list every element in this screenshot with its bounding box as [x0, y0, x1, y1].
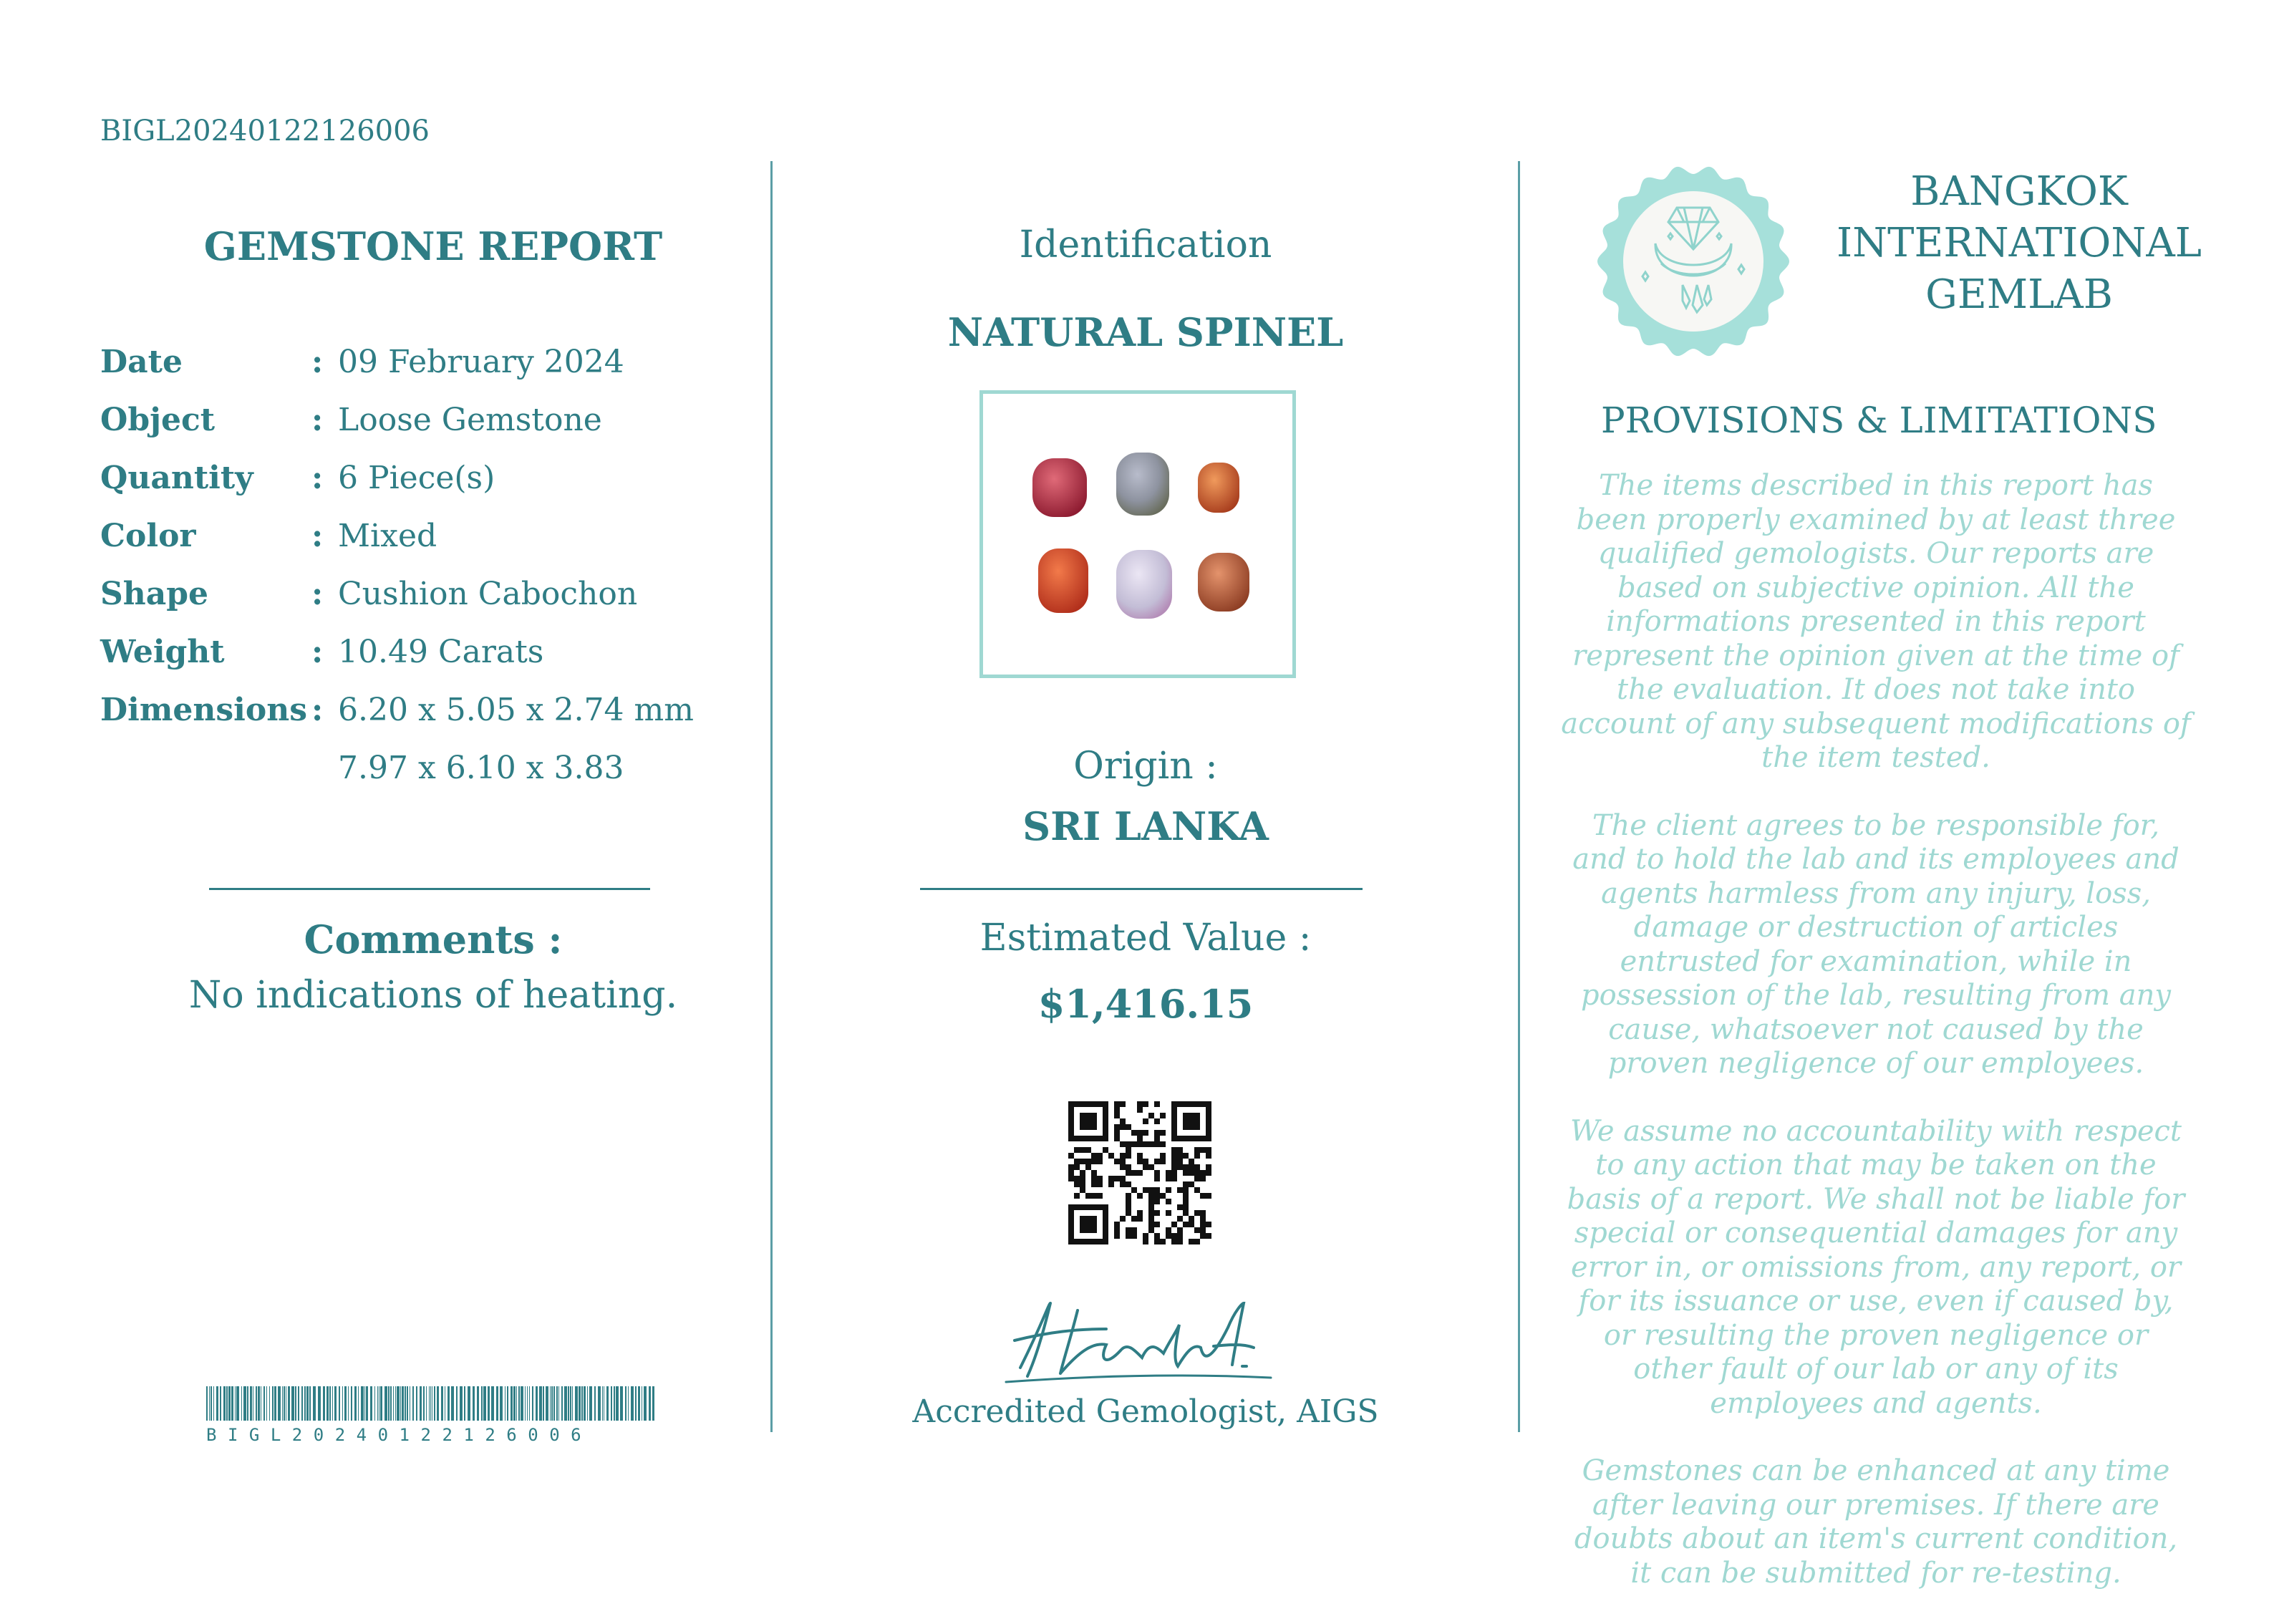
field-colon: : [311, 692, 324, 728]
comments-text: No indications of heating. [188, 974, 678, 1017]
seal-icon [1597, 165, 1790, 358]
column-divider-right [1518, 161, 1520, 1432]
field-value: 6.20 x 5.05 x 2.74 mm [338, 692, 694, 728]
lab-name [1833, 166, 2205, 321]
barcode [206, 1386, 656, 1445]
field-value: Cushion Cabochon [338, 576, 638, 612]
stone-brown [1198, 553, 1249, 612]
field-label: Dimensions [100, 692, 308, 728]
field-label: Color [100, 518, 196, 554]
gemstone-illustration [983, 394, 1292, 675]
signatory-title: Accredited Gemologist, AIGS [912, 1393, 1379, 1430]
field-colon: : [311, 402, 324, 438]
field-colon: : [311, 576, 324, 612]
origin-label: Origin : [1073, 745, 1218, 788]
provisions-title: PROVISIONS & LIMITATIONS [1601, 400, 2157, 441]
lab-name-line: BANGKOK [1910, 168, 2128, 215]
stone-red [1032, 458, 1087, 517]
field-value: Mixed [338, 518, 437, 554]
field-value: Loose Gemstone [338, 402, 602, 438]
field-label: Shape [100, 576, 209, 612]
field-value: 10.49 Carats [338, 634, 544, 670]
barcode-bars [206, 1386, 656, 1421]
provisions-paragraph: The client agrees to be responsible for, and to hold the lab and its employees and agents harmless from any injury, loss, damage or destruction of articles entrusted for examination, while in possession of the lab, resulting from any cause, whatsoever not caused by the proven negligence of our employees. [1572, 808, 2179, 1080]
lab-seal-logo [1597, 165, 1790, 358]
field-colon: : [311, 518, 324, 554]
identification-label: Identification [1019, 223, 1272, 266]
origin-value: SRI LANKA [1022, 803, 1269, 849]
comments-heading: Comments : [304, 917, 563, 962]
field-label: Object [100, 402, 216, 438]
field-colon: : [311, 634, 324, 670]
stone-orange-dark [1038, 548, 1088, 613]
field-colon: : [311, 460, 324, 496]
identification-value: NATURAL SPINEL [947, 309, 1344, 355]
field-label: Date [100, 344, 183, 380]
column-divider-left [770, 161, 773, 1432]
estimated-value-amount: $1,416.15 [1037, 981, 1254, 1027]
field-value: 6 Piece(s) [338, 460, 495, 496]
lab-name-line: INTERNATIONAL [1837, 220, 2202, 266]
report-id: BIGL20240122126006 [100, 115, 430, 148]
qr-code [1068, 1101, 1211, 1244]
barcode-text: BIGL20240122126006 [206, 1425, 593, 1445]
report-title: GEMSTONE REPORT [203, 223, 663, 269]
divider [920, 888, 1363, 890]
field-value-extra: 7.97 x 6.10 x 3.83 [338, 750, 624, 786]
field-label: Weight [100, 634, 225, 670]
lab-name-line: GEMLAB [1925, 271, 2113, 318]
field-colon: : [311, 344, 324, 380]
stone-orange [1198, 463, 1239, 513]
field-value: 09 February 2024 [338, 344, 624, 380]
provisions-paragraph: We assume no accountability with respect to any action that may be taken on the basis of a report. We shall not be liable for special or consequential damages for any error in, or omissions from, any report, or for its issuance or use, even if caused by, or resulting the proven negligence or other fault of our lab or any of its employees and agents. [1567, 1114, 2185, 1420]
field-label: Quantity [100, 460, 253, 496]
provisions-paragraph: The items described in this report has been properly examined by at least three qualified gemologists. Our reports are based on subjective opinion. All the informations presented in this report represent the opinion given at the time of the evaluation. It does not take into account of any subsequent modifications of the item tested. [1561, 469, 2191, 774]
estimated-value-label: Estimated Value : [979, 917, 1312, 960]
stone-lavender [1116, 550, 1172, 619]
signature [999, 1282, 1285, 1389]
provisions-text [1561, 469, 2191, 1624]
signature-scribble [999, 1282, 1285, 1389]
qr-code-modules [1068, 1101, 1211, 1244]
stone-grey [1116, 453, 1169, 516]
provisions-paragraph: Gemstones can be enhanced at any time after leaving our premises. If there are doubts about an item's current condition, it can be submitted for re-testing. [1574, 1454, 2178, 1590]
gemstone-photo [979, 390, 1296, 678]
divider [209, 888, 650, 890]
